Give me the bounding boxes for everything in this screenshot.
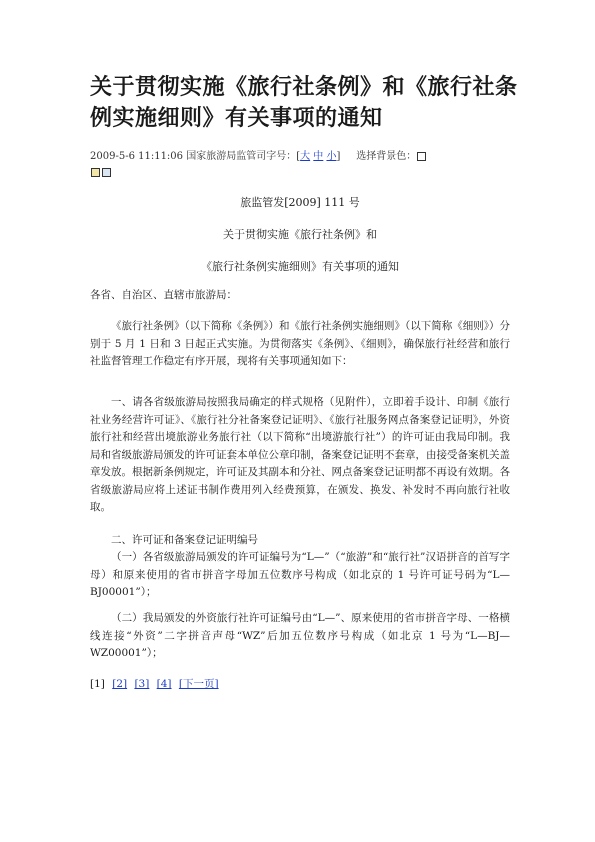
article-title: 关于贯彻实施《旅行社条例》和《旅行社条例实施细则》有关事项的通知 [90,75,518,131]
bg-white-swatch[interactable] [417,152,426,161]
font-large-link[interactable]: 大 [300,151,311,162]
article-meta [90,149,520,181]
section-2-heading: 二、许可证和备案登记证明编号 [111,534,258,546]
font-medium-link[interactable]: 中 [313,151,324,162]
page-current: [1] [90,678,105,690]
font-size-close: ] [336,151,341,162]
subtitle-line-2: 《旅行社条例实施细则》有关事项的通知 [201,260,399,273]
page-link-2[interactable]: [2] [112,678,128,690]
bg-blue-swatch[interactable] [102,168,111,177]
paragraph-section-1: 一、请各省级旅游局按照我局确定的样式规格（见附件），立即着手设计、印制《旅行社业务经营许可证》、《旅行社分社备案登记证明》、《旅行社服务网点备案登记证明》，外资旅行社和经营出境旅游业务旅行社（以下简称“出境游旅行社”）的许可证由我局印制。我局和省级旅游局颁发的许可证套本单位公章印制，备案登记证明不套章，由接受备案机关盖章发放。根据新条例规定，许可证及其副本和分社、网点备案登记证明都不再设有效期。各省级旅游局应将上述证书制作费用列入经费预算，在颁发、换发、补发时不再向旅行社收取。 [90,396,510,513]
page-link-3[interactable]: [3] [134,678,150,690]
publish-info: 2009-5-6 11:11:06 国家旅游局监管司 [90,151,267,162]
document-number: 旅监管发[2009] 111 号 [240,196,360,209]
bg-yellow-swatch[interactable] [91,168,100,177]
paragraph-section-2-2: （二）我局颁发的外资旅行社许可证编号由“L—”、原来使用的省市拼音字母、一格横线连接“外资”二字拼音声母“WZ”后加五位数序号构成（如北京 1 号为“L—BJ—WZ00001”）； [90,612,510,659]
page-link-4[interactable]: [4] [156,678,172,690]
font-size-label: 字号：[ [266,151,301,162]
pagination [90,676,223,692]
next-page-link[interactable]: [下一页] [178,678,219,690]
addressee: 各省、自治区、直辖市旅游局： [90,289,237,301]
subtitle-line-1: 关于贯彻实施《旅行社条例》和 [223,228,377,241]
paragraph-section-2-1: （一）各省级旅游局颁发的许可证编号为“L—”（“旅游”和“旅行社”汉语拼音的首写字母）和原来使用的省市拼音字母加五位数序号构成（如北京的 1 号许可证号码为“L—BJ00001”）； [90,551,510,598]
bg-color-label: 选择背景色： [356,151,417,162]
paragraph-intro: 《旅行社条例》（以下简称《条例》）和《旅行社条例实施细则》（以下简称《细则》）分别于 5 月 1 日和 3 日起正式实施。为贯彻落实《条例》、《细则》，确保旅行社经营和旅行社监督管理工作稳定有序开展，现将有关事项通知如下： [90,320,510,367]
font-small-link[interactable]: 小 [326,151,337,162]
